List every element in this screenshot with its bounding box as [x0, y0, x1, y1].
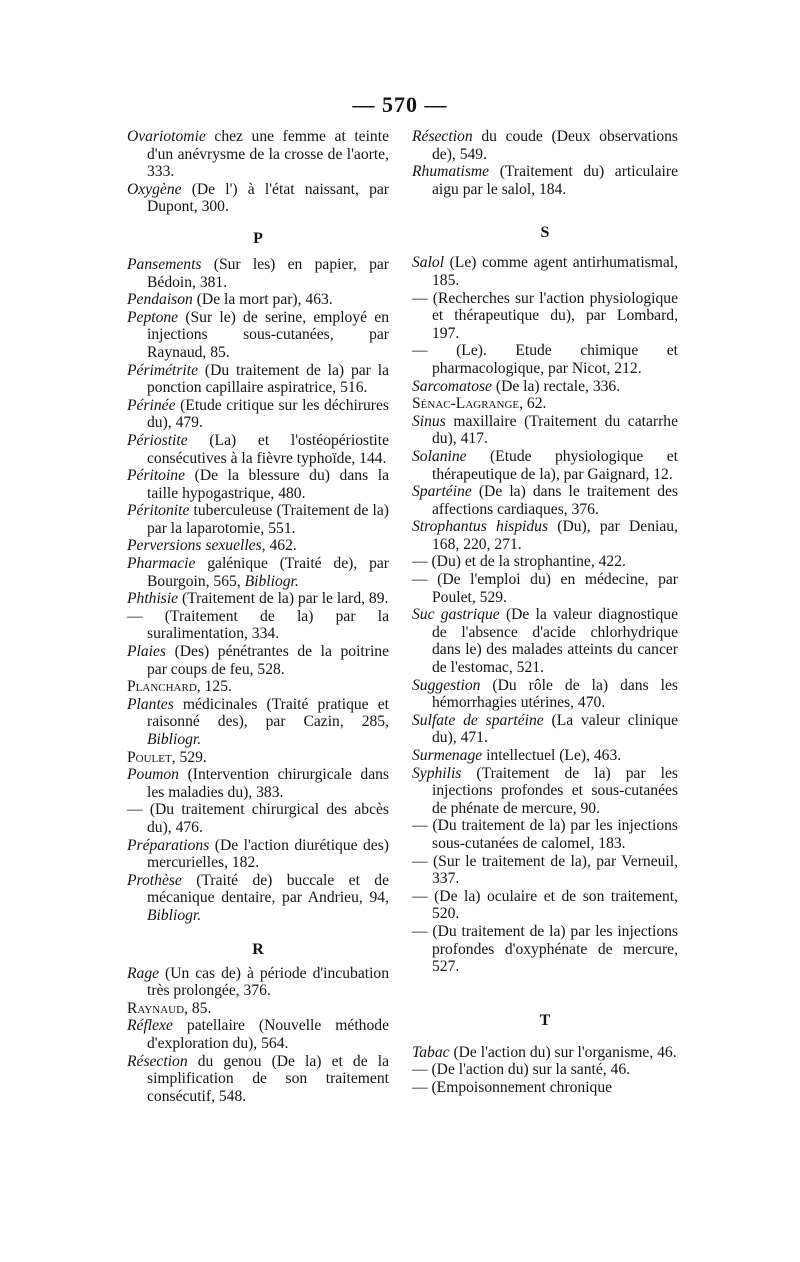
entry-heading: Salol	[412, 254, 445, 272]
index-entry	[127, 749, 389, 767]
entry-heading: Poulet	[127, 748, 172, 766]
index-entry	[127, 309, 389, 362]
index-entry	[412, 677, 678, 712]
entry-text: (De la) dans le traitement des affections cardiaques, 376.	[432, 483, 678, 518]
entry-text: (Traitement de la) par le lard, 89.	[178, 590, 389, 608]
entry-text: , 62.	[519, 395, 547, 413]
index-entry	[412, 571, 678, 606]
index-entry	[127, 362, 389, 397]
index-column-right	[412, 128, 678, 1097]
entry-text: tuberculeuse (Traitement de la) par la laparotomie, 551.	[147, 502, 389, 537]
entry-text: du coude (Deux observations de), 549.	[432, 128, 678, 163]
entry-heading: Préparations	[127, 836, 210, 854]
entry-text: , 85.	[184, 999, 212, 1017]
page-number: — 570 —	[352, 92, 448, 117]
entry-text: — (Empoisonnement chronique	[412, 1078, 613, 1096]
entry-text: (De la blessure du) dans la taille hypogastrique, 480.	[147, 467, 389, 502]
entry-heading: Ovariotomie	[127, 128, 206, 145]
index-entry	[412, 712, 678, 747]
entry-heading: Péritoine	[127, 467, 186, 485]
entry-text: , 529.	[171, 748, 207, 766]
entry-heading: Surmenage	[412, 747, 483, 764]
entry-text: (Le) comme agent antirhumatismal, 185.	[432, 254, 678, 289]
index-entry	[127, 872, 389, 925]
entry-heading: Rage	[127, 964, 160, 982]
index-entry	[412, 413, 678, 448]
index-entry	[412, 378, 678, 396]
index-entry	[127, 678, 389, 696]
index-entry	[412, 817, 678, 852]
index-entry	[127, 397, 389, 432]
entry-text: (Du traitement de la) par la ponction capillaire aspiratrice, 516.	[147, 361, 389, 397]
entry-text: , 462.	[261, 537, 297, 555]
entry-text: galénique (Traité de), par Bourgoin, 565,	[147, 555, 389, 590]
entry-text: chez une femme at teinte d'un anévrysme de la crosse de l'aorte, 333.	[147, 128, 389, 181]
entry-text: — (Du traitement de la) par les injections sous-cutanées de calomel, 183.	[412, 817, 678, 852]
entry-heading: Perversions sexuelles	[127, 537, 262, 555]
index-entry	[412, 395, 678, 413]
index-entry	[127, 1017, 389, 1052]
index-entry	[412, 765, 678, 818]
index-entry	[127, 181, 389, 216]
entry-heading: Sinus	[412, 412, 446, 430]
entry-text: — (Recherches sur l'action physiologique et thérapeutique du), par Lombard, 197.	[412, 289, 678, 342]
index-entry	[412, 290, 678, 343]
entry-heading: Oxygène	[127, 180, 182, 198]
entry-heading: Prothèse	[127, 871, 182, 889]
entry-text: — (Du traitement de la) par les injections profondes d'oxyphénate de mercure, 527.	[412, 922, 678, 976]
entry-text: (Traité de) buccale et de mécanique dentaire, par Andrieu, 94,	[147, 871, 389, 907]
entry-heading: Suggestion	[412, 676, 481, 694]
entry-heading: Résection	[127, 1052, 188, 1070]
entry-text: du genou (De la) et de la simplification de son traitement consécutif, 548.	[147, 1052, 389, 1105]
entry-heading: Planchard	[127, 678, 197, 696]
entry-text: (Un cas de) à période d'incubation très prolongée, 376.	[147, 964, 389, 1000]
entry-heading: Spartéine	[412, 483, 472, 501]
index-entry	[412, 342, 678, 377]
entry-biblio-note: Bibliogr.	[244, 572, 299, 590]
entry-text: , 125.	[196, 678, 232, 696]
entry-text: (Traitement de la) par les injections profondes et sous-cutanées de phénate de mercure, 90.	[432, 764, 678, 817]
index-entry	[412, 1044, 678, 1062]
entry-heading: Périnée	[127, 396, 176, 414]
entry-heading: Strophantus hispidus	[412, 518, 549, 536]
entry-text: (De la valeur diagnostique de l'absence d'acide chlorhydrique dans le) des malades atteints du cancer de l'estomac, 521.	[432, 606, 678, 677]
entry-text: — (De l'emploi du) en médecine, par Poulet, 529.	[412, 571, 678, 606]
entry-text: (De l'action diurétique des) mercurielles, 182.	[147, 836, 389, 872]
index-entry	[127, 291, 389, 309]
entry-heading: Périmétrite	[127, 361, 199, 379]
entry-heading: Pansements	[127, 255, 202, 273]
index-entry	[127, 1000, 389, 1018]
index-entry	[412, 747, 678, 765]
entry-heading: Sénac-Lagrange	[412, 395, 520, 413]
index-entry	[412, 128, 678, 163]
index-entry	[127, 256, 389, 291]
index-entry	[127, 590, 389, 608]
index-entry	[412, 448, 678, 483]
entry-text: (La) et l'ostéopériostite consécutives à la fièvre typhoïde, 144.	[147, 431, 389, 467]
section-letter: S	[540, 224, 550, 242]
index-entry	[127, 766, 389, 801]
index-entry	[412, 888, 678, 923]
entry-biblio-note: Bibliogr.	[147, 731, 202, 748]
index-column-left	[127, 128, 389, 1105]
entry-text: (Sur le) de serine, employé en injections sous-cutanées, par Raynaud, 85.	[147, 308, 389, 361]
entry-heading: Suc gastrique	[412, 606, 500, 624]
entry-text: — (Traitement de la) par la suralimentation, 334.	[127, 607, 389, 643]
index-entry	[412, 163, 678, 198]
index-entry	[127, 555, 389, 590]
index-entry	[412, 606, 678, 676]
entry-text: (Du rôle de la) dans les hémorrhagies utérines, 470.	[432, 676, 678, 712]
entry-text: — (Du) et de la strophantine, 422.	[412, 553, 626, 571]
section-letter: T	[539, 1011, 551, 1029]
index-entry	[412, 518, 678, 553]
entry-text: (Etude physiologique et thérapeutique de la), par Gaignard, 12.	[432, 447, 678, 483]
entry-text: (Traitement du) articulaire aigu par le salol, 184.	[432, 163, 678, 198]
entry-text: (De l') à l'état naissant, par Dupont, 300.	[147, 180, 389, 216]
entry-heading: Pharmacie	[127, 555, 196, 573]
entry-heading: Réflexe	[127, 1017, 173, 1035]
entry-heading: Rhumatisme	[412, 163, 490, 181]
entry-biblio-note: Bibliogr.	[147, 906, 202, 924]
section-letter: R	[252, 940, 264, 958]
index-entry	[412, 1061, 678, 1079]
index-entry	[127, 696, 389, 749]
index-entry	[127, 1053, 389, 1106]
index-entry	[412, 553, 678, 571]
index-entry	[127, 537, 389, 555]
entry-heading: Raynaud	[127, 999, 185, 1017]
entry-text: (Des) pénétrantes de la poitrine par coups de feu, 528.	[147, 643, 389, 678]
entry-heading: Plantes	[127, 695, 174, 713]
entry-text: (De la mort par), 463.	[192, 291, 333, 309]
entry-text: (De la) rectale, 336.	[491, 377, 621, 395]
index-entry	[127, 432, 389, 467]
index-entry	[412, 923, 678, 976]
entry-heading: Sulfate de spartéine	[412, 711, 544, 729]
entry-heading: Peptone	[127, 308, 179, 326]
entry-text: (La valeur clinique du), 471.	[432, 711, 678, 747]
entry-heading: Plaies	[127, 643, 166, 661]
entry-heading: Syphilis	[412, 764, 462, 782]
index-entry	[412, 1079, 678, 1097]
entry-text: médicinales (Traité pratique et raisonné des), par Cazin, 285,	[147, 695, 389, 731]
entry-text: (Etude critique sur les déchirures du), 479.	[147, 396, 389, 432]
entry-heading: Péritonite	[127, 502, 190, 520]
entry-text: (Du), par Deniau, 168, 220, 271.	[432, 518, 678, 553]
entry-text: maxillaire (Traitement du catarrhe du), 417.	[432, 412, 678, 448]
entry-heading: Périostite	[127, 431, 188, 449]
entry-heading: Pendaison	[127, 291, 193, 309]
entry-text: — (Sur le traitement de la), par Verneuil, 337.	[412, 852, 678, 888]
index-entry	[127, 643, 389, 678]
entry-heading: Poumon	[127, 766, 179, 784]
entry-text: — (De l'action du) sur la santé, 46.	[412, 1061, 631, 1079]
index-entry	[412, 853, 678, 888]
entry-text: (Intervention chirurgicale dans les maladies du), 383.	[147, 766, 389, 801]
entry-text: intellectuel (Le), 463.	[482, 747, 622, 764]
index-entry	[127, 608, 389, 643]
entry-heading: Tabac	[412, 1043, 450, 1061]
entry-heading: Sarcomatose	[412, 377, 492, 395]
entry-text: patellaire (Nouvelle méthode d'exploration du), 564.	[147, 1017, 389, 1052]
index-entry	[127, 801, 389, 836]
index-entry	[127, 837, 389, 872]
entry-text: — (De la) oculaire et de son traitement, 520.	[412, 887, 678, 923]
entry-heading: Solanine	[412, 447, 467, 465]
entry-heading: Phthisie	[127, 590, 179, 608]
index-entry	[127, 965, 389, 1000]
entry-text: — (Du traitement chirurgical des abcès du), 476.	[127, 801, 389, 836]
index-entry	[127, 502, 389, 537]
entry-text: — (Le). Etude chimique et pharmacologique, par Nicot, 212.	[412, 342, 678, 377]
entry-text: (De l'action du) sur l'organisme, 46.	[449, 1043, 677, 1061]
index-entry	[412, 483, 678, 518]
entry-text: (Sur les) en papier, par Bédoin, 381.	[147, 255, 389, 291]
index-entry	[412, 254, 678, 289]
section-letter: P	[253, 229, 263, 247]
index-entry	[127, 128, 389, 181]
index-entry	[127, 467, 389, 502]
entry-heading: Résection	[412, 128, 473, 145]
